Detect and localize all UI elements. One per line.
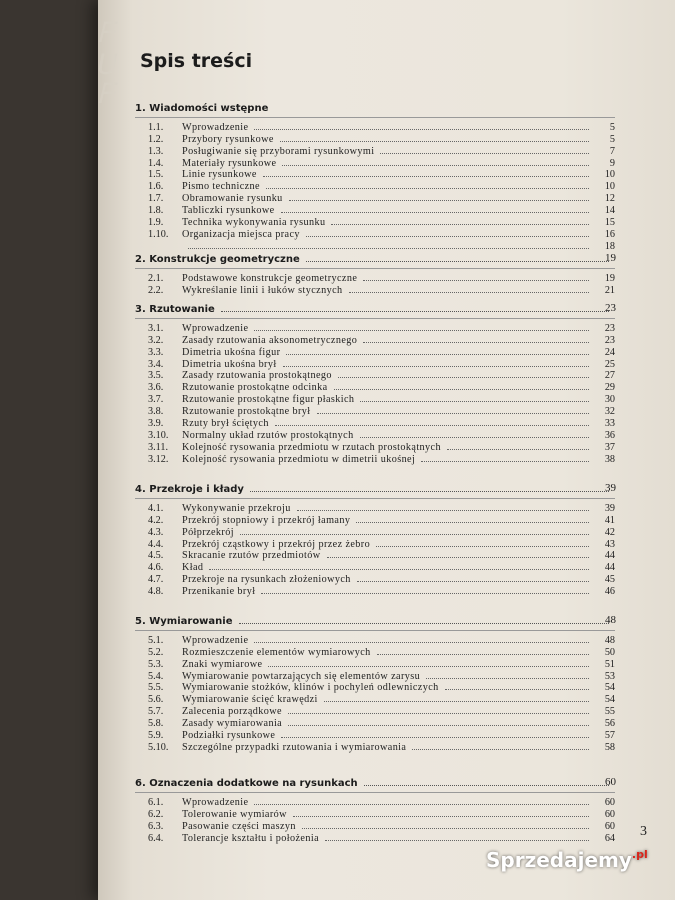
section-heading-text: 1. Wiadomości wstępne xyxy=(135,103,269,114)
entry-page-number: 41 xyxy=(604,514,615,526)
entry-number: 1.3. xyxy=(148,145,164,157)
entry-title: Tabliczki rysunkowe xyxy=(182,205,275,217)
entry-number: 1.10. xyxy=(148,228,169,240)
toc-entry xyxy=(135,405,615,417)
entry-number: 5.8. xyxy=(148,718,164,730)
toc-entry xyxy=(135,550,615,562)
dot-leader xyxy=(360,401,589,402)
entry-page-number: 55 xyxy=(604,706,615,718)
section-heading xyxy=(135,478,615,495)
toc-entry xyxy=(135,796,615,808)
entry-title: Rzuty brył ściętych xyxy=(182,418,269,430)
entry-title: Zalecenia porządkowe xyxy=(182,706,282,718)
section-page-number: 19 xyxy=(605,252,616,264)
entry-title: Przybory rysunkowe xyxy=(182,133,274,145)
dot-leader xyxy=(288,713,589,714)
toc-entry xyxy=(135,180,615,192)
section-rule xyxy=(135,498,615,499)
toc-entry xyxy=(135,157,615,169)
entry-title: Posługiwanie się przyborami rysunkowymi xyxy=(182,145,375,157)
entry-page-number: 56 xyxy=(604,718,615,730)
entry-title: Normalny układ rzutów prostokątnych xyxy=(182,429,354,441)
toc-entry xyxy=(135,820,615,832)
entry-number: 2.1. xyxy=(148,272,164,284)
section-heading-text: 2. Konstrukcje geometryczne xyxy=(135,254,300,265)
toc-entry xyxy=(135,646,615,658)
entry-title: Skracanie rzutów przedmiotów xyxy=(182,550,321,562)
entry-title: Materiały rysunkowe xyxy=(182,157,277,169)
entry-number: 3.6. xyxy=(148,382,164,394)
entry-number: 5.1. xyxy=(148,634,164,646)
toc-entry xyxy=(135,284,615,296)
dot-leader xyxy=(286,354,589,355)
entry-page-number: 36 xyxy=(604,429,615,441)
entry-number: 4.3. xyxy=(148,526,164,538)
entry-page-number: 57 xyxy=(604,730,615,742)
entry-number: 5.5. xyxy=(148,682,164,694)
toc-entry xyxy=(135,121,615,133)
entry-page-number: 7 xyxy=(609,145,615,157)
entry-page-number: 45 xyxy=(604,574,615,586)
toc-entry xyxy=(135,216,615,228)
entry-number: 6.2. xyxy=(148,808,164,820)
entry-number: 4.1. xyxy=(148,502,164,514)
entry-number: 4.8. xyxy=(148,586,164,598)
toc-entry xyxy=(135,272,615,284)
entry-number: 1.2. xyxy=(148,133,164,145)
dot-leader xyxy=(302,828,589,829)
dot-leader xyxy=(282,165,589,166)
toc-entry xyxy=(135,670,615,682)
toc-entry xyxy=(135,453,615,465)
entry-title: Pismo techniczne xyxy=(182,181,260,193)
entry-title: Rzutowanie prostokątne figur płaskich xyxy=(182,394,355,406)
entry-page-number: 25 xyxy=(604,358,615,370)
toc-entry xyxy=(135,169,615,181)
toc-entry xyxy=(135,682,615,694)
entry-page-number: 60 xyxy=(604,808,615,820)
dot-leader xyxy=(327,557,590,558)
entry-page-number: 33 xyxy=(604,418,615,430)
entry-title: Obramowanie rysunku xyxy=(182,193,283,205)
entry-page-number: 44 xyxy=(604,550,615,562)
dot-leader xyxy=(240,534,589,535)
entry-title: Przekroje na rysunkach złożeniowych xyxy=(182,574,351,586)
dot-leader xyxy=(281,737,589,738)
entry-number: 5.4. xyxy=(148,670,164,682)
entry-number: 6.4. xyxy=(148,832,164,844)
entry-number: 3.8. xyxy=(148,406,164,418)
entry-number: 5.2. xyxy=(148,646,164,658)
entry-number: 3.2. xyxy=(148,334,164,346)
dot-leader xyxy=(306,261,609,262)
dot-leader xyxy=(338,377,589,378)
watermark-suffix: .pl xyxy=(631,848,648,861)
entry-number: 3.7. xyxy=(148,394,164,406)
dot-leader xyxy=(324,701,589,702)
entry-number: 3.9. xyxy=(148,418,164,430)
toc-entry xyxy=(135,381,615,393)
entry-title: Rzutowanie prostokątne brył xyxy=(182,406,311,418)
dot-leader xyxy=(221,311,609,312)
entry-number: 5.9. xyxy=(148,730,164,742)
toc-entry xyxy=(135,322,615,334)
entry-title: Dimetria ukośna brył xyxy=(182,358,277,370)
dot-leader xyxy=(334,389,589,390)
dot-leader xyxy=(261,593,589,594)
dot-leader xyxy=(239,623,610,624)
toc-section xyxy=(135,772,615,844)
dot-leader xyxy=(306,236,589,237)
toc-entry xyxy=(135,370,615,382)
toc-entry xyxy=(135,228,615,240)
entry-number: 1.1. xyxy=(148,121,164,133)
dot-leader xyxy=(360,437,589,438)
entry-page-number: 29 xyxy=(604,382,615,394)
dot-leader xyxy=(363,342,589,343)
toc-entry xyxy=(135,417,615,429)
entry-title: Rozmieszczenie elementów wymiarowych xyxy=(182,646,371,658)
toc-entry xyxy=(135,808,615,820)
dot-leader xyxy=(254,642,589,643)
toc-entry xyxy=(135,514,615,526)
toc-entry xyxy=(135,526,615,538)
toc-entry xyxy=(135,585,615,597)
entry-page-number: 60 xyxy=(604,820,615,832)
entry-page-number: 24 xyxy=(604,346,615,358)
dot-leader xyxy=(445,689,589,690)
dot-leader xyxy=(283,366,589,367)
toc-entry xyxy=(135,441,615,453)
dot-leader xyxy=(317,413,590,414)
dot-leader xyxy=(412,749,589,750)
dot-leader xyxy=(268,666,589,667)
dot-leader xyxy=(357,581,589,582)
section-rule xyxy=(135,117,615,118)
dot-leader xyxy=(266,188,589,189)
entry-page-number: 46 xyxy=(604,586,615,598)
entry-page-number: 32 xyxy=(604,406,615,418)
entry-page-number: 14 xyxy=(604,205,615,217)
section-page-number: 48 xyxy=(605,614,616,626)
entry-page-number: 23 xyxy=(604,322,615,334)
entry-number: 1.5. xyxy=(148,169,164,181)
entry-number: 1.8. xyxy=(148,205,164,217)
section-page-number: 23 xyxy=(605,302,616,314)
entry-title: Przekrój cząstkowy i przekrój przez żebro xyxy=(182,538,371,550)
watermark-text: Sprzedajemy xyxy=(486,848,632,872)
entry-page-number: 15 xyxy=(604,217,615,229)
toc-section xyxy=(135,610,615,753)
toc-entry xyxy=(135,145,615,157)
section-heading-text: 5. Wymiarowanie xyxy=(135,616,233,627)
toc-entry xyxy=(135,693,615,705)
section-rule xyxy=(135,792,615,793)
section-heading-text: 3. Rzutowanie xyxy=(135,304,215,315)
entry-number: 3.12. xyxy=(148,453,169,465)
entry-title: Organizacja miejsca pracy xyxy=(182,228,300,240)
entry-number: 3.10. xyxy=(148,429,169,441)
entry-page-number: 44 xyxy=(604,562,615,574)
entry-page-number: 48 xyxy=(604,634,615,646)
entry-title: Szczególne przypadki rzutowania i wymiarowania xyxy=(182,741,407,753)
entry-page-number: 58 xyxy=(604,741,615,753)
dot-leader xyxy=(254,804,589,805)
entry-number: 3.4. xyxy=(148,358,164,370)
toc-entry xyxy=(135,346,615,358)
dot-leader xyxy=(293,816,589,817)
entry-page-number: 30 xyxy=(604,394,615,406)
entry-page-number: 18 xyxy=(604,240,615,252)
section-heading-text: 6. Oznaczenia dodatkowe na rysunkach xyxy=(135,778,358,789)
entry-title: Przenikanie brył xyxy=(182,586,256,598)
watermark-logo xyxy=(486,848,648,872)
dot-leader xyxy=(281,212,589,213)
entry-title: Technika wykonywania rysunku xyxy=(182,217,326,229)
entry-title: Kolejność rysowania przedmiotu w rzutach prostokątnych xyxy=(182,441,441,453)
section-heading-text: 4. Przekroje i kłady xyxy=(135,484,244,495)
entry-number: 5.6. xyxy=(148,694,164,706)
entry-number: 4.7. xyxy=(148,574,164,586)
entry-title: Linie rysunkowe xyxy=(182,169,257,181)
entry-page-number: 27 xyxy=(604,370,615,382)
page-title: Spis treści xyxy=(140,50,253,72)
entry-title: Zasady rzutowania prostokątnego xyxy=(182,370,332,382)
entry-title: Wprowadzenie xyxy=(182,796,249,808)
entry-number: 5.7. xyxy=(148,706,164,718)
dot-leader xyxy=(250,491,609,492)
dot-leader xyxy=(209,569,589,570)
dot-leader xyxy=(364,785,609,786)
toc-entry xyxy=(135,741,615,753)
entry-page-number: 21 xyxy=(604,284,615,296)
toc-entry xyxy=(135,658,615,670)
dot-leader xyxy=(421,461,589,462)
toc-entry xyxy=(135,832,615,844)
dot-leader xyxy=(280,141,589,142)
entry-page-number: 37 xyxy=(604,441,615,453)
entry-number: 4.6. xyxy=(148,562,164,574)
entry-title: Zasady wymiarowania xyxy=(182,718,283,730)
entry-page-number: 39 xyxy=(604,502,615,514)
dot-leader xyxy=(297,510,589,511)
toc-entry xyxy=(135,429,615,441)
entry-number: 5.3. xyxy=(148,658,164,670)
section-heading xyxy=(135,97,615,114)
toc-section xyxy=(135,298,615,465)
entry-title: Wykonywanie przekroju xyxy=(182,502,291,514)
entry-title: Rzutowanie prostokątne odcinka xyxy=(182,382,328,394)
section-rule xyxy=(135,630,615,631)
section-rule xyxy=(135,268,615,269)
toc-section xyxy=(135,97,615,252)
entry-page-number: 9 xyxy=(609,157,615,169)
section-heading xyxy=(135,248,615,265)
entry-number: 4.5. xyxy=(148,550,164,562)
dot-leader xyxy=(447,449,589,450)
entry-title: Wymiarowanie powtarzających się elementów zarysu xyxy=(182,670,421,682)
entry-page-number: 10 xyxy=(604,169,615,181)
dot-leader xyxy=(275,425,589,426)
entry-number: 3.11. xyxy=(148,441,168,453)
entry-title: Kolejność rysowania przedmiotu w dimetrii ukośnej xyxy=(182,453,416,465)
entry-title: Tolerancje kształtu i położenia xyxy=(182,832,319,844)
section-heading xyxy=(135,772,615,789)
entry-page-number: 64 xyxy=(604,832,615,844)
dot-leader xyxy=(377,654,589,655)
entry-number: 1.4. xyxy=(148,157,164,169)
entry-number: 2.2. xyxy=(148,284,164,296)
toc-section xyxy=(135,248,615,296)
entry-page-number: 12 xyxy=(604,193,615,205)
entry-page-number: 54 xyxy=(604,682,615,694)
section-rule xyxy=(135,318,615,319)
entry-number: 3.5. xyxy=(148,370,164,382)
toc-entry xyxy=(135,573,615,585)
page-number: 3 xyxy=(640,824,647,839)
entry-title: Wymiarowanie ścięć krawędzi xyxy=(182,694,318,706)
dot-leader xyxy=(254,129,589,130)
entry-page-number: 53 xyxy=(604,670,615,682)
toc-entry xyxy=(135,561,615,573)
entry-number: 4.2. xyxy=(148,514,164,526)
entry-title: Tolerowanie wymiarów xyxy=(182,808,287,820)
entry-page-number: 19 xyxy=(604,272,615,284)
section-page-number: 39 xyxy=(605,482,616,494)
entry-page-number: 5 xyxy=(609,133,615,145)
dot-leader xyxy=(349,292,589,293)
section-page-number: 60 xyxy=(605,776,616,788)
dot-leader xyxy=(263,176,589,177)
toc-entry xyxy=(135,358,615,370)
toc-entry xyxy=(135,334,615,346)
entry-page-number: 60 xyxy=(604,796,615,808)
entry-title: Pasowanie części maszyn xyxy=(182,820,296,832)
dot-leader xyxy=(289,200,589,201)
entry-page-number: 51 xyxy=(604,658,615,670)
toc-entry xyxy=(135,502,615,514)
entry-page-number: 23 xyxy=(604,334,615,346)
dot-leader xyxy=(363,280,589,281)
dot-leader xyxy=(356,522,589,523)
dot-leader xyxy=(331,224,589,225)
toc-entry xyxy=(135,393,615,405)
toc-entry xyxy=(135,538,615,550)
entry-page-number: 50 xyxy=(604,646,615,658)
entry-title: Wymiarowanie stożków, klinów i pochyleń odlewniczych xyxy=(182,682,439,694)
entry-number: 3.1. xyxy=(148,322,164,334)
entry-page-number: 42 xyxy=(604,526,615,538)
toc-entry xyxy=(135,192,615,204)
dot-leader xyxy=(288,725,589,726)
toc-section xyxy=(135,478,615,597)
entry-title: Znaki wymiarowe xyxy=(182,658,263,670)
dot-leader xyxy=(426,678,589,679)
entry-number: 1.6. xyxy=(148,181,164,193)
dot-leader xyxy=(325,840,589,841)
toc-entry xyxy=(135,204,615,216)
entry-page-number: 5 xyxy=(609,121,615,133)
entry-title: Wykreślanie linii i łuków stycznych xyxy=(182,284,343,296)
entry-number: 4.4. xyxy=(148,538,164,550)
dot-leader xyxy=(254,330,589,331)
toc-entry xyxy=(135,634,615,646)
entry-page-number: 43 xyxy=(604,538,615,550)
entry-number: 6.1. xyxy=(148,796,164,808)
entry-number: 3.3. xyxy=(148,346,164,358)
toc-entry xyxy=(135,133,615,145)
entry-title: Przekrój stopniowy i przekrój łamany xyxy=(182,514,351,526)
dot-leader xyxy=(376,546,589,547)
dot-leader xyxy=(380,153,589,154)
entry-title: Półprzekrój xyxy=(182,526,234,538)
entry-title: Podstawowe konstrukcje geometryczne xyxy=(182,272,358,284)
entry-number: 6.3. xyxy=(148,820,164,832)
entry-page-number: 10 xyxy=(604,181,615,193)
entry-page-number: 16 xyxy=(604,228,615,240)
toc-entry xyxy=(135,729,615,741)
entry-title: Zasady rzutowania aksonometrycznego xyxy=(182,334,358,346)
entry-title: Wprowadzenie xyxy=(182,121,249,133)
section-heading xyxy=(135,298,615,315)
entry-page-number: 38 xyxy=(604,453,615,465)
toc-entry xyxy=(135,705,615,717)
entry-title: Wprowadzenie xyxy=(182,634,249,646)
section-heading xyxy=(135,610,615,627)
entry-page-number: 54 xyxy=(604,694,615,706)
entry-number: 1.9. xyxy=(148,217,164,229)
entry-number: 5.10. xyxy=(148,741,169,753)
entry-title: Dimetria ukośna figur xyxy=(182,346,281,358)
entry-title: Kład xyxy=(182,562,204,574)
bleed-through-text: ᖴᑌᖴ xyxy=(91,20,124,109)
entry-number: 1.7. xyxy=(148,193,164,205)
entry-title: Podziałki rysunkowe xyxy=(182,730,276,742)
entry-title: Wprowadzenie xyxy=(182,322,249,334)
toc-entry xyxy=(135,717,615,729)
